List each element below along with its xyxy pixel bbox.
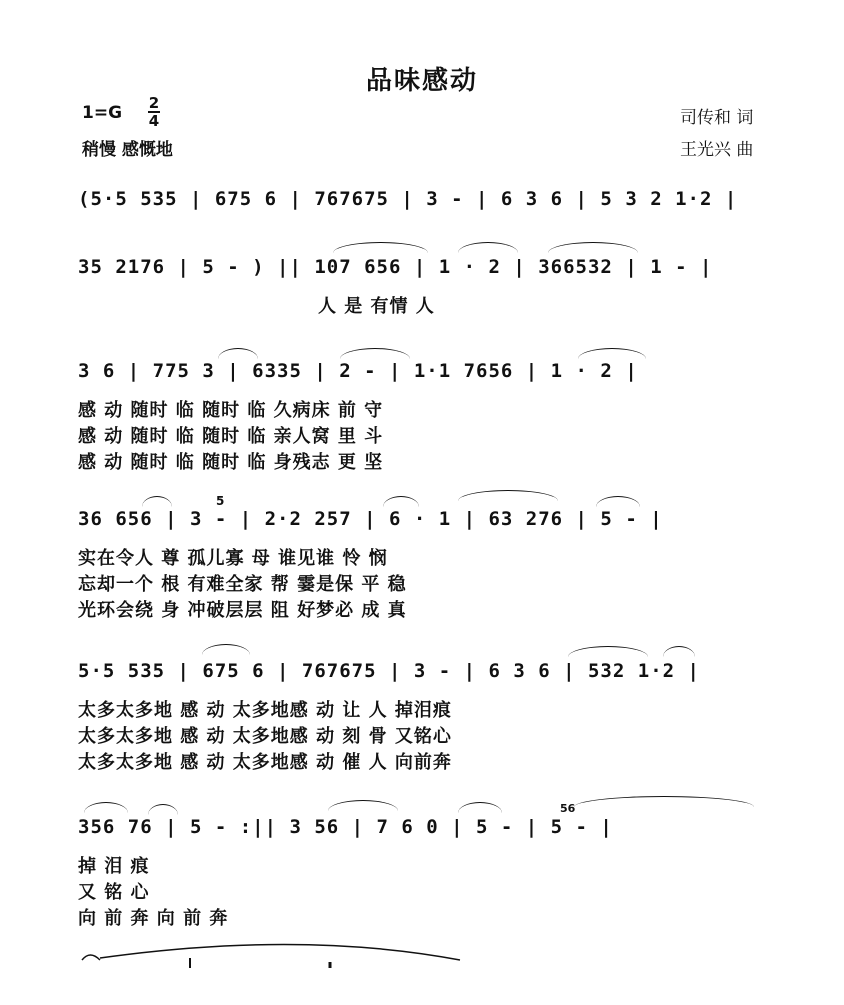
grace-note: 5 [216, 494, 225, 508]
lyric-line-1: 感 动 随时 临 随时 临 久病床 前 守 [78, 400, 384, 421]
notes-line: 356 76 | 5 - :|| 3 56 | 7 6 0 | 5 - | 5 - | [78, 816, 613, 838]
lyric-line-3: 感 动 随时 临 随时 临 身残志 更 坚 [78, 452, 384, 473]
lyric-line-2: 忘却一个 根 有难全家 帮 霎是保 平 稳 [78, 574, 407, 595]
composer-credit: 王光兴 曲 [680, 140, 754, 160]
lyric-line-1: 掉 泪 痕 [78, 856, 150, 877]
lyric-line-2: 感 动 随时 临 随时 临 亲人窝 里 斗 [78, 426, 384, 447]
lyricist-credit: 司传和 词 [680, 108, 754, 128]
lyric-line-1: 人 是 有情 人 [318, 296, 435, 317]
lyric-line-2: 太多太多地 感 动 太多地感 动 刻 骨 又铭心 [78, 726, 452, 747]
time-signature-bottom: 4 [148, 112, 160, 130]
lyric-line-1: 实在令人 尊 孤儿寡 母 谁见谁 怜 悯 [78, 548, 388, 569]
lyric-line-3: 向 前 奔 向 前 奔 [78, 908, 229, 929]
time-signature-top: 2 [148, 94, 160, 112]
key-signature: 1=G [82, 103, 123, 123]
lyric-line-1: 太多太多地 感 动 太多地感 动 让 人 掉泪痕 [78, 700, 452, 721]
notes-line: 5·5 535 | 675 6 | 767675 | 3 - | 6 3 6 | 532 1·2 | [78, 660, 700, 682]
grace-note: 56 [560, 802, 576, 815]
lyric-line-3: 光环会绕 身 冲破层层 阻 好梦必 成 真 [78, 600, 407, 621]
notes-line: (5·5 535 | 675 6 | 767675 | 3 - | 6 3 6 | 5 3 2 1·2 | [78, 188, 738, 210]
tail-slur [100, 944, 460, 960]
notes-line: 35 2176 | 5 - ) || 107 656 | 1 · 2 | 366532 | 1 - | [78, 256, 713, 278]
notes-line: 3 6 | 775 3 | 6335 | 2 - | 1·1 7656 | 1 · 2 | [78, 360, 638, 382]
tempo-marking: 稍慢 感慨地 [82, 140, 173, 160]
tail-slur [82, 955, 100, 960]
song-title: 品味感动 [365, 66, 478, 96]
lyric-line-2: 又 铭 心 [78, 882, 150, 903]
notes-line: 36 656 | 3 - | 2·2 257 | 6 · 1 | 63 276 | 5 - | [78, 508, 663, 530]
lyric-line-3: 太多太多地 感 动 太多地感 动 催 人 向前奔 [78, 752, 452, 773]
